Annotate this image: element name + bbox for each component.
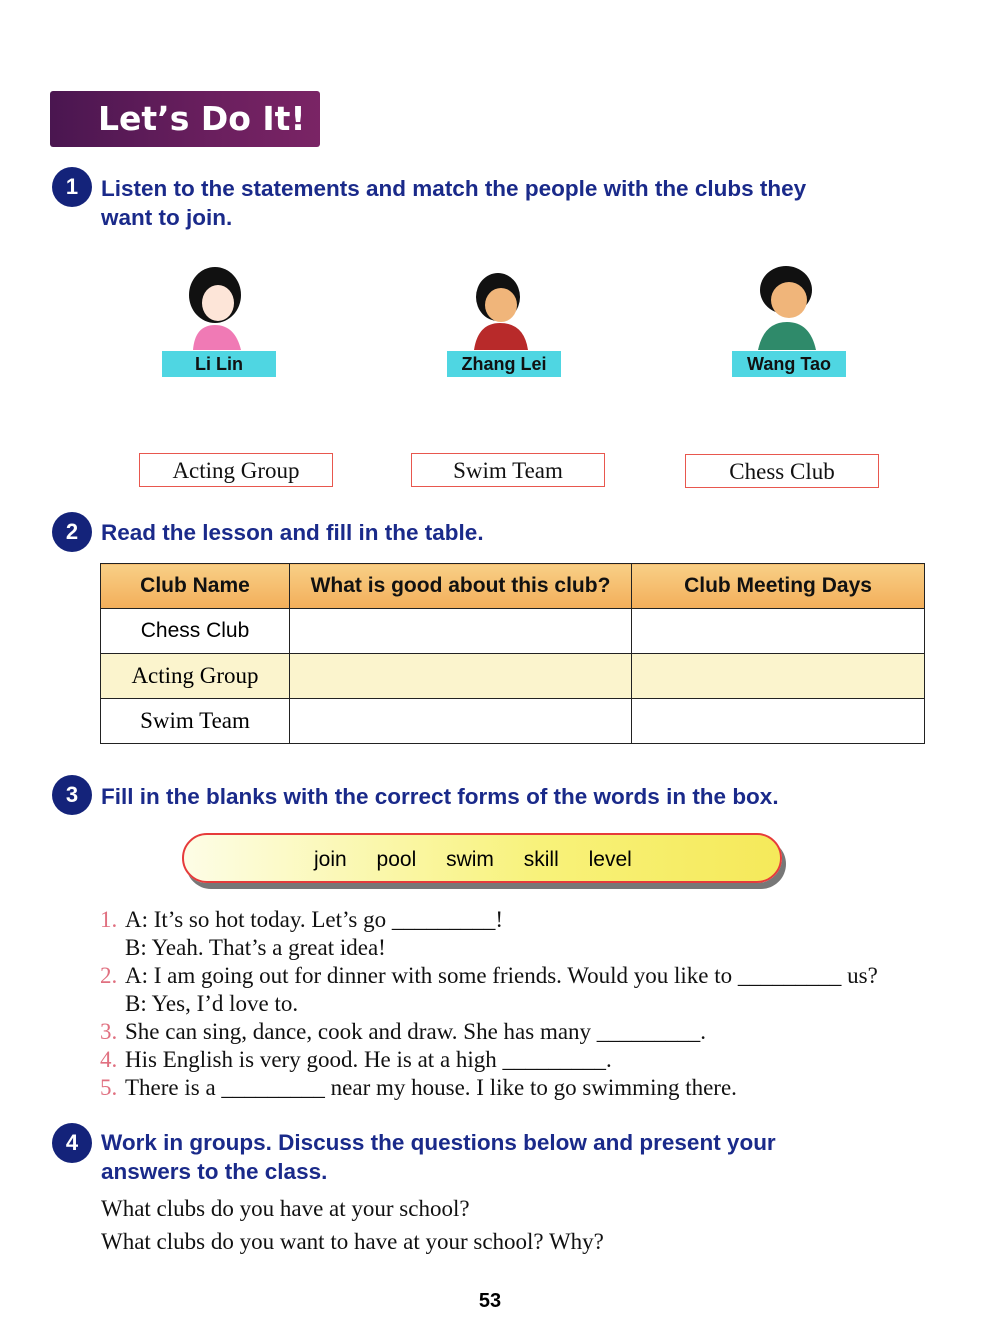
section-number-1: 1 [52, 167, 92, 207]
lets-do-it-banner: Let’s Do It! [50, 91, 320, 147]
exercise-item [100, 1074, 878, 1102]
table-row [101, 654, 925, 699]
exercise-list [100, 906, 878, 1102]
meeting-days-cell[interactable] [632, 609, 925, 654]
club-box-chess-club[interactable]: Chess Club [685, 454, 879, 488]
word: join [314, 848, 347, 871]
item-number: 5. [100, 1075, 118, 1100]
item-number: 4. [100, 1047, 118, 1072]
header-meeting-days: Club Meeting Days [632, 564, 925, 609]
header-club-name: Club Name [101, 564, 290, 609]
item-line: There is a _________ near my house. I like to go swimming there. [125, 1075, 737, 1100]
section-number-4: 4 [52, 1123, 92, 1163]
item-number: 3. [100, 1019, 118, 1044]
page-number: 53 [478, 1290, 502, 1312]
person-label-li-lin: Li Lin [162, 351, 276, 377]
row-club-name: Acting Group [101, 654, 290, 699]
item-number: 2. [100, 963, 118, 988]
good-about-cell[interactable] [290, 699, 632, 744]
item-line: B: Yes, I’d love to. [125, 991, 299, 1016]
li-lin-illustration [183, 265, 248, 353]
heading-line: Listen to the statements and match the people with the clubs they [101, 176, 807, 201]
heading-line: want to join. [101, 205, 233, 230]
exercise-item [100, 962, 878, 990]
item-line: She can sing, dance, cook and draw. She has many _________. [125, 1019, 707, 1044]
zhang-lei-illustration [468, 265, 533, 353]
header-good-about: What is good about this club? [290, 564, 632, 609]
section-1-heading [101, 174, 806, 232]
exercise-item [100, 1046, 878, 1074]
section-number-3: 3 [52, 775, 92, 815]
club-table [100, 563, 925, 744]
section-2-heading: Read the lesson and fill in the table. [101, 520, 484, 545]
table-row [101, 699, 925, 744]
section-3-heading: Fill in the blanks with the correct forms of the words in the box. [101, 784, 779, 809]
wang-tao-illustration [752, 260, 822, 353]
table-header-row [101, 564, 925, 609]
item-line: A: I am going out for dinner with some friends. Would you like to _________ us? [125, 963, 878, 988]
club-box-acting-group[interactable]: Acting Group [139, 453, 333, 487]
row-club-name: Swim Team [101, 699, 290, 744]
word: level [588, 848, 632, 871]
item-number: 1. [100, 907, 118, 932]
heading-line: Work in groups. Discuss the questions below and present your [101, 1130, 776, 1155]
meeting-days-cell[interactable] [632, 654, 925, 699]
exercise-item [100, 1018, 878, 1046]
word: swim [446, 848, 494, 871]
section-number-2: 2 [52, 512, 92, 552]
person-label-zhang-lei: Zhang Lei [447, 351, 561, 377]
good-about-cell[interactable] [290, 609, 632, 654]
good-about-cell[interactable] [290, 654, 632, 699]
meeting-days-cell[interactable] [632, 699, 925, 744]
heading-line: answers to the class. [101, 1159, 328, 1184]
discussion-question: What clubs do you want to have at your school? Why? [101, 1229, 604, 1254]
item-line: B: Yeah. That’s a great idea! [125, 935, 386, 960]
section-4-heading [101, 1128, 776, 1186]
item-line: His English is very good. He is at a high _________. [125, 1047, 612, 1072]
word-box [182, 833, 782, 883]
word: pool [376, 848, 417, 871]
person-label-wang-tao: Wang Tao [732, 351, 846, 377]
table-row [101, 609, 925, 654]
item-line: A: It’s so hot today. Let’s go _________! [125, 907, 503, 932]
exercise-item [100, 906, 878, 934]
club-box-swim-team[interactable]: Swim Team [411, 453, 605, 487]
word: skill [523, 848, 559, 871]
row-club-name: Chess Club [101, 609, 290, 654]
discussion-question: What clubs do you have at your school? [101, 1196, 470, 1221]
